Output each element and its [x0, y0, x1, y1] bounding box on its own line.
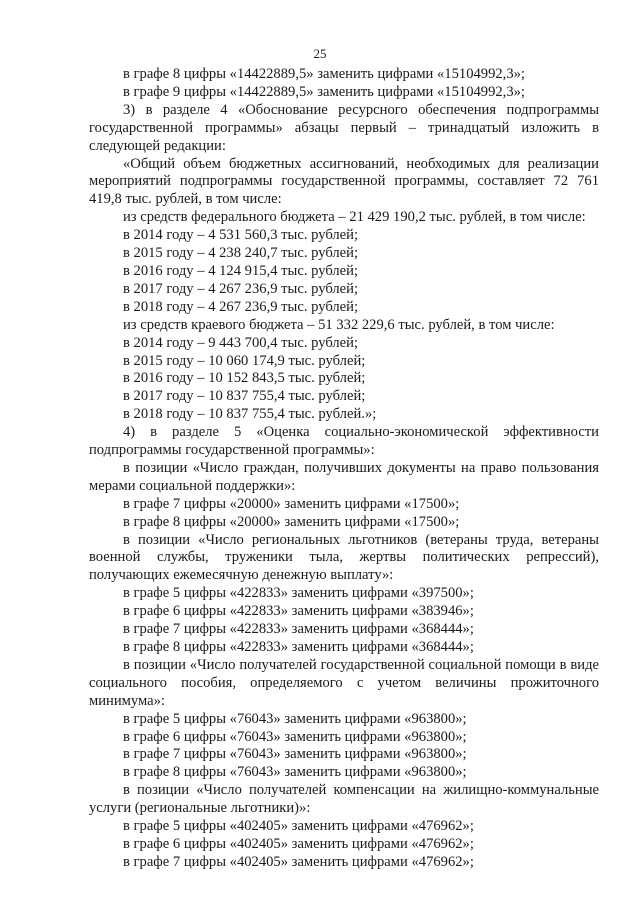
paragraph: в графе 8 цифры «20000» заменить цифрами «17500»;	[123, 513, 460, 530]
paragraph: в графе 6 цифры «402405» заменить цифрами «476962»;	[123, 835, 474, 852]
paragraph: в графе 7 цифры «76043» заменить цифрами «963800»;	[123, 746, 467, 763]
paragraph: в графе 8 цифры «14422889,5» заменить цифрами «15104992,3»;	[123, 66, 525, 82]
paragraph: в позиции «Число региональных льготников (ветераны труда, ветераны военной службы, труженики тыла, жертвы политических репрессий), получающих ежемесячную денежную выплату»:	[89, 531, 599, 584]
paragraph: в графе 8 цифры «76043» заменить цифрами «963800»;	[123, 764, 467, 781]
paragraph: 4) в разделе 5 «Оценка социально-экономической эффективности подпрограммы государственной программы»:	[89, 424, 599, 459]
paragraph: в 2015 году – 4 238 240,7 тыс. рублей;	[123, 245, 359, 262]
paragraph: в графе 7 цифры «20000» заменить цифрами «17500»;	[123, 495, 460, 512]
paragraph: в 2014 году – 4 531 560,3 тыс. рублей;	[123, 227, 359, 244]
document-body	[89, 66, 599, 872]
paragraph: в 2018 году – 4 267 236,9 тыс. рублей;	[123, 298, 359, 315]
paragraph: в позиции «Число получателей компенсации на жилищно-коммунальные услуги (региональные льготники)»:	[89, 782, 599, 817]
paragraph: 3) в разделе 4 «Обоснование ресурсного обеспечения подпрограммы государственной программы» абзацы первый – тринадцатый изложить в следующей редакции:	[89, 101, 599, 154]
paragraph: в 2018 году – 10 837 755,4 тыс. рублей.»;	[123, 406, 377, 423]
paragraph: в 2017 году – 4 267 236,9 тыс. рублей;	[123, 280, 359, 297]
paragraph: в графе 8 цифры «422833» заменить цифрами «368444»;	[123, 639, 474, 655]
paragraph: в графе 5 цифры «402405» заменить цифрами «476962»;	[123, 818, 474, 835]
paragraph: в графе 5 цифры «76043» заменить цифрами «963800»;	[123, 710, 467, 727]
paragraph: в графе 6 цифры «76043» заменить цифрами «963800»;	[123, 728, 467, 745]
page-number: 25	[313, 46, 327, 61]
paragraph: в позиции «Число граждан, получивших документы на право пользования мерами социальной поддержки»:	[89, 459, 599, 494]
paragraph: в 2016 году – 4 124 915,4 тыс. рублей;	[123, 262, 359, 279]
paragraph: в 2015 году – 10 060 174,9 тыс. рублей;	[123, 352, 366, 369]
paragraph: в графе 7 цифры «402405» заменить цифрами «476962»;	[123, 853, 474, 870]
paragraph: в 2016 году – 10 152 843,5 тыс. рублей;	[123, 370, 366, 387]
paragraph: в графе 9 цифры «14422889,5» заменить цифрами «15104992,3»;	[123, 83, 525, 100]
paragraph: в позиции «Число получателей государственной социальной помощи в виде социального пособия, определяемого с учетом величины прожиточного минимума»:	[89, 656, 599, 709]
paragraph: в 2014 году – 9 443 700,4 тыс. рублей;	[123, 334, 359, 351]
paragraph: в 2017 году – 10 837 755,4 тыс. рублей;	[123, 388, 366, 405]
paragraph: в графе 6 цифры «422833» заменить цифрами «383946»;	[123, 603, 474, 620]
paragraph: из средств краевого бюджета – 51 332 229,6 тыс. рублей, в том числе:	[123, 316, 555, 333]
paragraph: в графе 5 цифры «422833» заменить цифрами «397500»;	[123, 585, 474, 602]
paragraph: «Общий объем бюджетных ассигнований, необходимых для реализации мероприятий подпрограммы государственной программы, составляет 72 761 419,8 тыс. рублей, в том числе:	[89, 155, 599, 208]
paragraph: из средств федерального бюджета – 21 429 190,2 тыс. рублей, в том числе:	[123, 209, 586, 226]
paragraph: в графе 7 цифры «422833» заменить цифрами «368444»;	[123, 621, 474, 638]
